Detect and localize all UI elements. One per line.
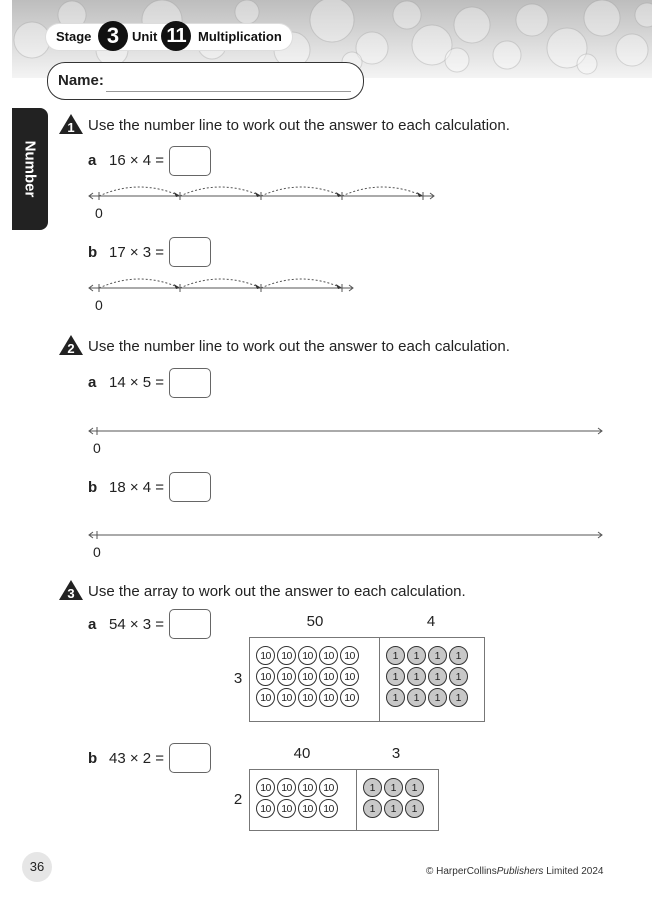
q2b-zero-label: 0 — [93, 544, 101, 560]
copyright-notice — [426, 866, 603, 877]
q3b-ones-coin: 1 — [405, 799, 424, 818]
q3b-tens-coin: 10 — [277, 778, 296, 797]
q3a-ones-coin: 1 — [386, 667, 405, 686]
copyright-prefix: © HarperCollins — [426, 866, 497, 877]
q3a-calculation: 54 × 3 = — [109, 616, 165, 633]
q3a-ones-coin: 1 — [407, 688, 426, 707]
q3a-tens-coin: 10 — [319, 688, 338, 707]
q2b-calculation: 18 × 4 = — [109, 479, 165, 496]
q3a-ones-coin: 1 — [449, 667, 468, 686]
q2a-letter: a — [88, 374, 97, 391]
page-number: 36 — [22, 852, 52, 882]
topic-title: Multiplication — [198, 29, 282, 44]
q3a-letter: a — [88, 616, 97, 633]
q1b-letter: b — [88, 244, 98, 261]
q3a-tens-coin: 10 — [256, 688, 275, 707]
q3b-answer-box[interactable] — [169, 743, 211, 773]
q3b-tens-coin: 10 — [298, 778, 317, 797]
q1b-calculation: 17 × 3 = — [109, 244, 165, 261]
q3a-row-label: 3 — [233, 670, 243, 687]
side-tab-label: Number — [21, 140, 39, 198]
question-3-number: 3 — [67, 586, 75, 601]
q3b-array-divider — [356, 770, 357, 830]
q2b-letter: b — [88, 479, 98, 496]
q3b-tens-coin: 10 — [319, 799, 338, 818]
q3b-letter: b — [88, 750, 98, 767]
q3a-ones-coin: 1 — [386, 646, 405, 665]
q3a-array-divider — [379, 638, 380, 721]
q3a-array-grid — [249, 637, 485, 722]
stage-number: 3 — [98, 21, 128, 51]
q3b-array-grid — [249, 769, 439, 831]
copyright-suffix: Limited 2024 — [543, 866, 604, 877]
q3a-ones-coin: 1 — [386, 688, 405, 707]
q3a-ones-coin: 1 — [449, 688, 468, 707]
q3a-tens-header: 50 — [306, 613, 324, 630]
q3b-ones-coin: 1 — [363, 799, 382, 818]
stage-label: Stage — [56, 29, 92, 44]
q3a-tens-coin: 10 — [277, 646, 296, 665]
q3a-tens-coin: 10 — [340, 646, 359, 665]
q3b-ones-coin: 1 — [384, 799, 403, 818]
q3a-ones-header: 4 — [426, 613, 436, 630]
q3a-tens-coin: 10 — [277, 667, 296, 686]
name-label: Name: — [58, 72, 104, 89]
q1a-calculation: 16 × 4 = — [109, 152, 165, 169]
q3b-ones-coin: 1 — [384, 778, 403, 797]
question-1-number: 1 — [67, 120, 75, 135]
q3a-ones-coin: 1 — [449, 646, 468, 665]
q3b-tens-coin: 10 — [298, 799, 317, 818]
q3b-tens-header: 40 — [293, 745, 311, 762]
q2a-calculation: 14 × 5 = — [109, 374, 165, 391]
q3a-ones-coin: 1 — [428, 667, 447, 686]
q3a-ones-coin: 1 — [428, 646, 447, 665]
q3a-tens-coin: 10 — [298, 688, 317, 707]
question-1-instruction: Use the number line to work out the answer to each calculation. — [88, 117, 510, 134]
q3a-tens-coin: 10 — [319, 646, 338, 665]
q3b-tens-coin: 10 — [256, 778, 275, 797]
q3a-tens-coin: 10 — [256, 646, 275, 665]
q3a-answer-box[interactable] — [169, 609, 211, 639]
q1b-zero-label: 0 — [95, 297, 103, 313]
q3a-tens-coin: 10 — [256, 667, 275, 686]
question-3-triangle-icon — [58, 579, 84, 601]
q2a-zero-label: 0 — [93, 440, 101, 456]
unit-label: Unit — [132, 29, 158, 44]
q3b-tens-coin: 10 — [256, 799, 275, 818]
q3b-row-label: 2 — [233, 791, 243, 808]
q3b-calculation: 43 × 2 = — [109, 750, 165, 767]
q3b-ones-coin: 1 — [405, 778, 424, 797]
copyright-italic: Publishers — [496, 866, 544, 877]
question-3-instruction: Use the array to work out the answer to each calculation. — [88, 583, 466, 600]
q3a-tens-coin: 10 — [298, 646, 317, 665]
q3a-tens-coin: 10 — [319, 667, 338, 686]
q3b-ones-coin: 1 — [363, 778, 382, 797]
q1a-letter: a — [88, 152, 97, 169]
q3a-ones-coin: 1 — [428, 688, 447, 707]
q3a-ones-coin: 1 — [407, 667, 426, 686]
q3b-ones-header: 3 — [391, 745, 401, 762]
q3a-tens-coin: 10 — [277, 688, 296, 707]
q3a-tens-coin: 10 — [298, 667, 317, 686]
q1a-zero-label: 0 — [95, 205, 103, 221]
unit-number: 11 — [161, 21, 191, 51]
q3b-tens-coin: 10 — [319, 778, 338, 797]
q3a-tens-coin: 10 — [340, 688, 359, 707]
question-2-number: 2 — [67, 341, 75, 356]
q3a-tens-coin: 10 — [340, 667, 359, 686]
question-2-instruction: Use the number line to work out the answer to each calculation. — [88, 338, 510, 355]
q3b-tens-coin: 10 — [277, 799, 296, 818]
q3a-ones-coin: 1 — [407, 646, 426, 665]
